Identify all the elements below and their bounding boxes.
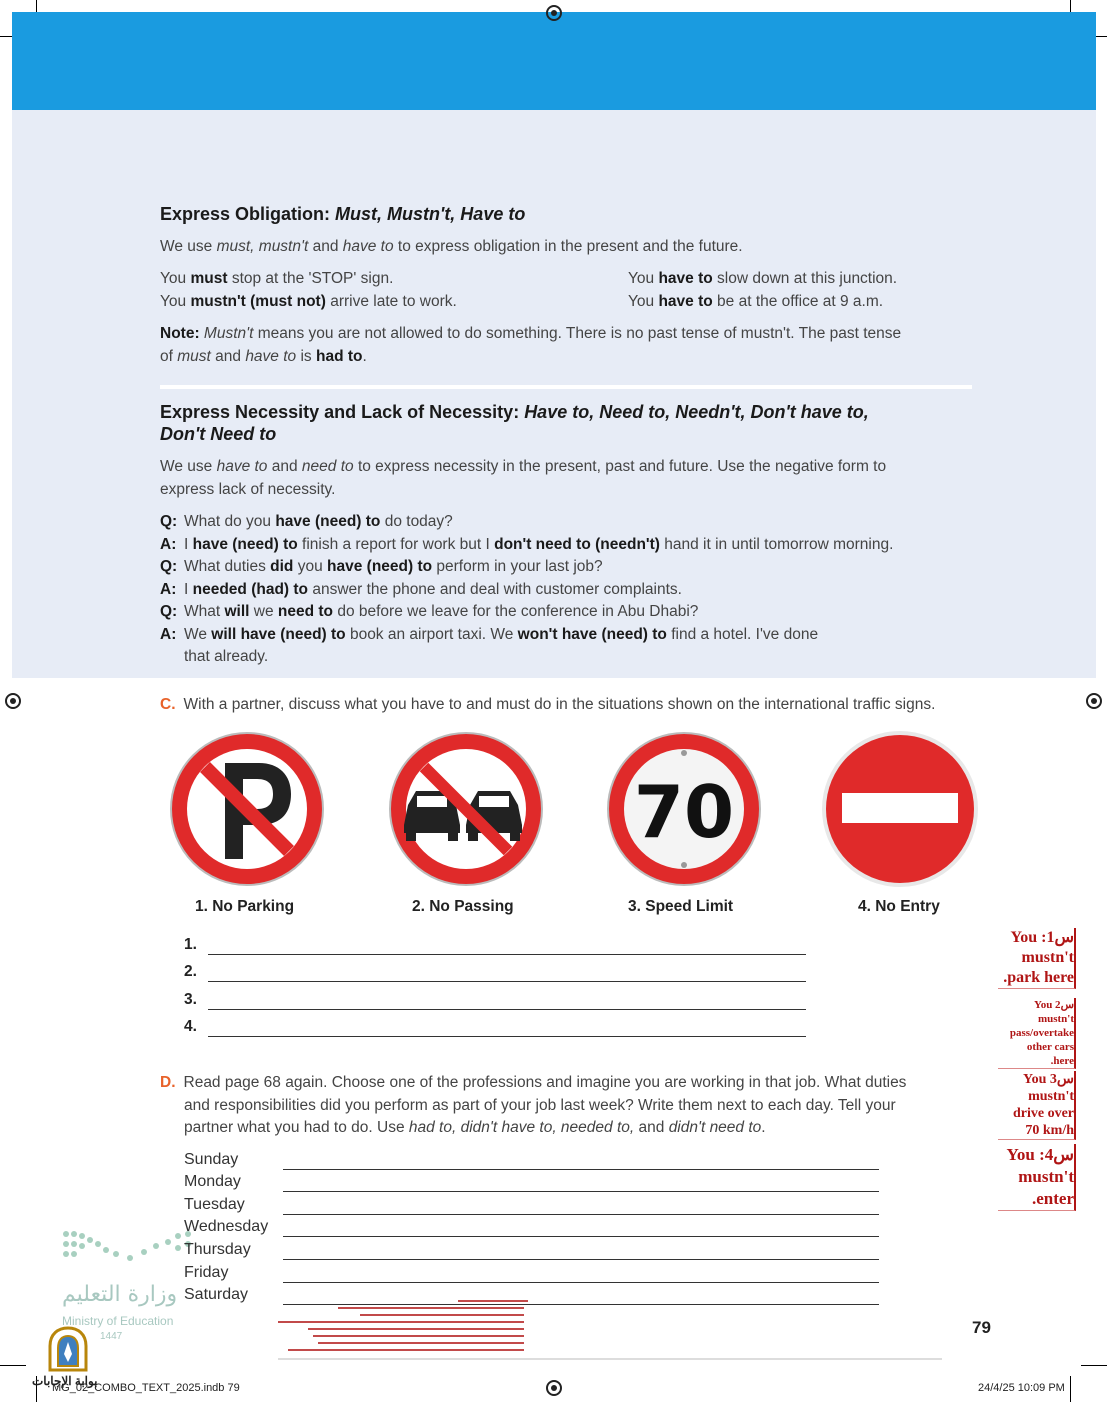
answer-annotation: You 2س mustn't pass/overtake other cars .here <box>998 998 1076 1069</box>
qa-item: A: We will have (need) to book an airport taxi. We won't have (need) to find a hotel. I've done <box>160 625 819 643</box>
day-label: Wednesday <box>184 1218 269 1235</box>
qa-item: Q: What do you have (need) to do today? <box>160 513 453 530</box>
answer-annotation: You :4س mustn't .enter <box>998 1144 1076 1211</box>
registration-mark-icon <box>546 5 562 21</box>
speed-limit-number: 70 <box>633 770 735 854</box>
answer-line-number: 4. <box>184 1018 197 1035</box>
section-divider <box>160 385 972 389</box>
qa-item: Q: What duties did you have (need) to perform in your last job? <box>160 558 603 575</box>
qa-item-continued: that already. <box>184 648 269 665</box>
answer-annotation: You 3س mustn't drive over 70 km/h <box>998 1071 1076 1140</box>
page-number: 79 <box>972 1318 991 1337</box>
day-label: Sunday <box>184 1151 239 1168</box>
day-answer-line[interactable] <box>283 1236 879 1237</box>
day-label: Monday <box>184 1173 241 1190</box>
sign-caption: 2. No Passing <box>412 898 514 915</box>
example-sentence: You mustn't (must not) arrive late to work. <box>160 293 457 310</box>
ministry-english-text: Ministry of Education <box>62 1314 174 1328</box>
ministry-arabic-text: وزارة التعليم <box>62 1282 178 1307</box>
obligation-intro: We use must, mustn't and have to to express obligation in the present and the future. <box>160 238 743 255</box>
no-entry-sign-icon <box>820 729 980 889</box>
footer-date: 24/4/25 10:09 PM <box>978 1382 1065 1394</box>
day-answer-line[interactable] <box>283 1169 879 1170</box>
obligation-heading: Express Obligation: Must, Mustn't, Have to <box>160 204 526 224</box>
crop-mark <box>1081 1365 1107 1366</box>
example-sentence: You have to slow down at this junction. <box>628 270 898 287</box>
handwritten-answer-snippet <box>278 1297 942 1361</box>
obligation-note: Note: Mustn't means you are not allowed to do something. There is no past tense of mustn't. The past tense <box>160 325 902 342</box>
answer-line-number: 3. <box>184 991 197 1008</box>
qa-item: Q: What will we need to do before we leave for the conference in Abu Dhabi? <box>160 603 699 620</box>
answer-line[interactable] <box>208 981 806 982</box>
no-parking-sign-icon <box>167 729 327 889</box>
registration-mark-icon <box>1086 693 1102 709</box>
answer-line-number: 2. <box>184 963 197 980</box>
exercise-d-instruction-continued: partner what you had to do. Use had to, didn't have to, needed to, and didn't need to. <box>184 1119 766 1136</box>
exercise-d-instruction: D. Read page 68 again. Choose one of the professions and imagine you are working in that job. What duties <box>160 1074 907 1091</box>
sign-caption: 4. No Entry <box>858 898 940 915</box>
necessity-intro: We use have to and need to to express necessity in the present, past and future. Use the negative form to <box>160 458 887 475</box>
day-answer-line[interactable] <box>283 1259 879 1260</box>
answer-line-number: 1. <box>184 936 197 953</box>
answer-line[interactable] <box>208 954 806 955</box>
qa-item: A: I have (need) to finish a report for work but I don't need to (needn't) hand it in until tomorrow morning. <box>160 535 894 553</box>
answer-line[interactable] <box>208 1036 806 1037</box>
day-answer-line[interactable] <box>283 1282 879 1283</box>
day-label: Friday <box>184 1264 229 1281</box>
ministry-logo-icon <box>60 1228 200 1268</box>
answer-annotation: You :1س mustn't .park here <box>998 928 1076 989</box>
obligation-note-continued: of must and have to is had to. <box>160 348 367 365</box>
necessity-intro-continued: express lack of necessity. <box>160 481 336 498</box>
speed-limit-sign-icon <box>604 729 764 889</box>
day-label: Tuesday <box>184 1196 245 1213</box>
day-label: Saturday <box>184 1286 249 1303</box>
registration-mark-icon <box>546 1380 562 1396</box>
crop-mark <box>0 1365 26 1366</box>
no-passing-sign-icon <box>386 729 546 889</box>
answers-portal-text: بوابة الإجابات <box>32 1374 98 1388</box>
answer-line[interactable] <box>208 1009 806 1010</box>
day-answer-line[interactable] <box>283 1191 879 1192</box>
header-banner <box>12 12 1096 110</box>
watermark-year: 1447 <box>100 1331 123 1342</box>
registration-mark-icon <box>5 693 21 709</box>
qa-item: A: I needed (had) to answer the phone and deal with customer complaints. <box>160 580 682 598</box>
day-answer-line[interactable] <box>283 1214 879 1215</box>
necessity-heading: Express Necessity and Lack of Necessity: Have to, Need to, Needn't, Don't have to, Don't Need to <box>160 402 869 444</box>
footer-file-info: MG_02_COMBO_TEXT_2025.indb 79 <box>52 1382 240 1394</box>
exercise-d-instruction-continued: and responsibilities did you perform as part of your job last week? Write them next to each day. Tell your <box>184 1097 896 1114</box>
sign-caption: 1. No Parking <box>195 898 295 915</box>
crop-mark <box>1070 1376 1071 1402</box>
example-sentence: You must stop at the 'STOP' sign. <box>160 270 394 287</box>
day-label: Thursday <box>184 1241 251 1258</box>
exercise-c-instruction: C. With a partner, discuss what you have to and must do in the situations shown on the international traffic signs. <box>160 696 936 713</box>
qa-list <box>160 511 893 669</box>
example-sentence: You have to be at the office at 9 a.m. <box>628 293 884 310</box>
sign-caption: 3. Speed Limit <box>628 898 734 915</box>
answers-portal-logo-icon <box>46 1326 90 1374</box>
